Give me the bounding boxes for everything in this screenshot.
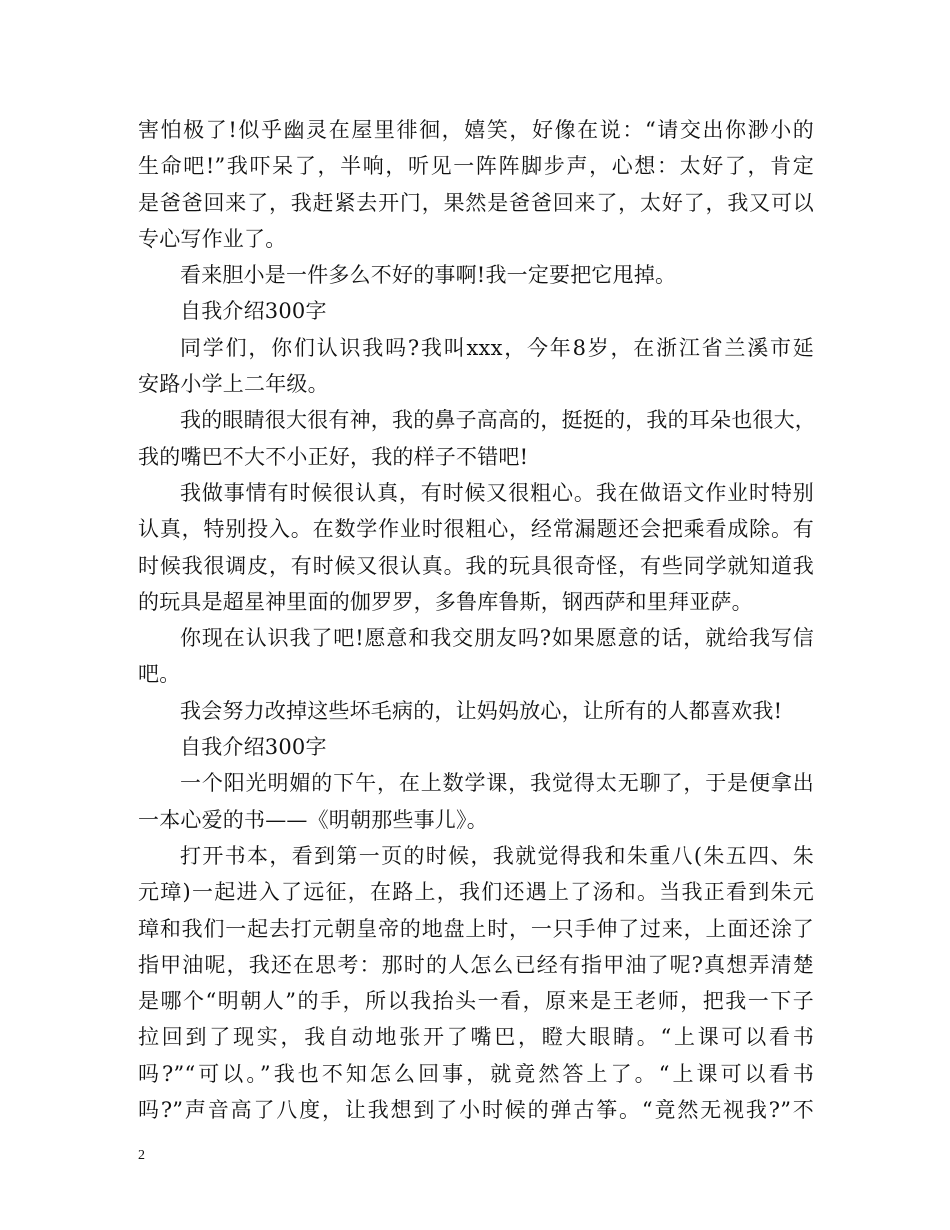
body-text (138, 112, 814, 1128)
text-line: 时候我很调皮，有时候又很认真。我的玩具很奇怪，有些同学就知道我 (138, 553, 814, 578)
text-line: 看来胆小是一件多么不好的事啊!我一定要把它甩掉。 (180, 263, 677, 288)
text-line: 打开书本，看到第一页的时候，我就觉得我和朱重八(朱五四、朱 (180, 843, 814, 868)
text-line: 认真，特别投入。在数学作业时很粗心，经常漏题还会把乘看成除。有 (138, 517, 814, 542)
text-line: 同学们，你们认识我吗?我叫xxx，今年8岁，在浙江省兰溪市延 (180, 335, 814, 360)
text-line: 元璋)一起进入了远征，在路上，我们还遇上了汤和。当我正看到朱元 (138, 880, 814, 905)
text-line: 一本心爱的书——《明朝那些事儿》。 (138, 807, 488, 832)
text-line: 吗?”声音高了八度，让我想到了小时候的弹古筝。“竟然无视我?”不 (138, 1098, 814, 1123)
text-line: 璋和我们一起去打元朝皇帝的地盘上时，一只手伸了过来，上面还涂了 (138, 916, 814, 941)
text-line: 指甲油呢，我还在思考：那时的人怎么已经有指甲油了呢?真想弄清楚 (138, 952, 814, 977)
section-heading: 自我介绍300字 (180, 735, 327, 760)
text-line: 是爸爸回来了，我赶紧去开门，果然是爸爸回来了，太好了，我又可以 (138, 190, 814, 215)
section-heading: 自我介绍300字 (180, 299, 327, 324)
text-line: 是哪个“明朝人”的手，所以我抬头一看，原来是王老师，把我一下子 (138, 989, 814, 1014)
text-line: 一个阳光明媚的下午，在上数学课，我觉得太无聊了，于是便拿出 (180, 771, 814, 796)
text-line: 安路小学上二年级。 (138, 372, 329, 397)
text-line: 生命吧!”我吓呆了，半响，听见一阵阵脚步声，心想：太好了，肯定 (138, 154, 814, 179)
text-line: 害怕极了!似乎幽灵在屋里徘徊，嬉笑，好像在说：“请交出你渺小的 (138, 118, 814, 142)
text-line: 的玩具是超星神里面的伽罗罗，多鲁库鲁斯，钢西萨和里拜亚萨。 (138, 589, 753, 614)
text-line: 拉回到了现实，我自动地张开了嘴巴，瞪大眼睛。“上课可以看书 (138, 1025, 814, 1050)
text-line: 专心写作业了。 (138, 226, 287, 251)
text-line: 吗?”“可以。”我也不知怎么回事，就竟然答上了。“上课可以看书 (138, 1061, 814, 1086)
text-line: 我会努力改掉这些坏毛病的，让妈妈放心，让所有的人都喜欢我! (180, 698, 783, 723)
text-line: 你现在认识我了吧!愿意和我交朋友吗?如果愿意的话，就给我写信 (180, 626, 814, 651)
text-line: 我的嘴巴不大不小正好，我的样子不错吧! (138, 444, 529, 469)
page-number: 2 (138, 1148, 145, 1163)
text-line: 我的眼睛很大很有神，我的鼻子高高的，挺挺的，我的耳朵也很大， (180, 408, 816, 433)
text-line: 吧。 (138, 662, 181, 687)
text-line: 我做事情有时候很认真，有时候又很粗心。我在做语文作业时特别 (180, 480, 814, 505)
